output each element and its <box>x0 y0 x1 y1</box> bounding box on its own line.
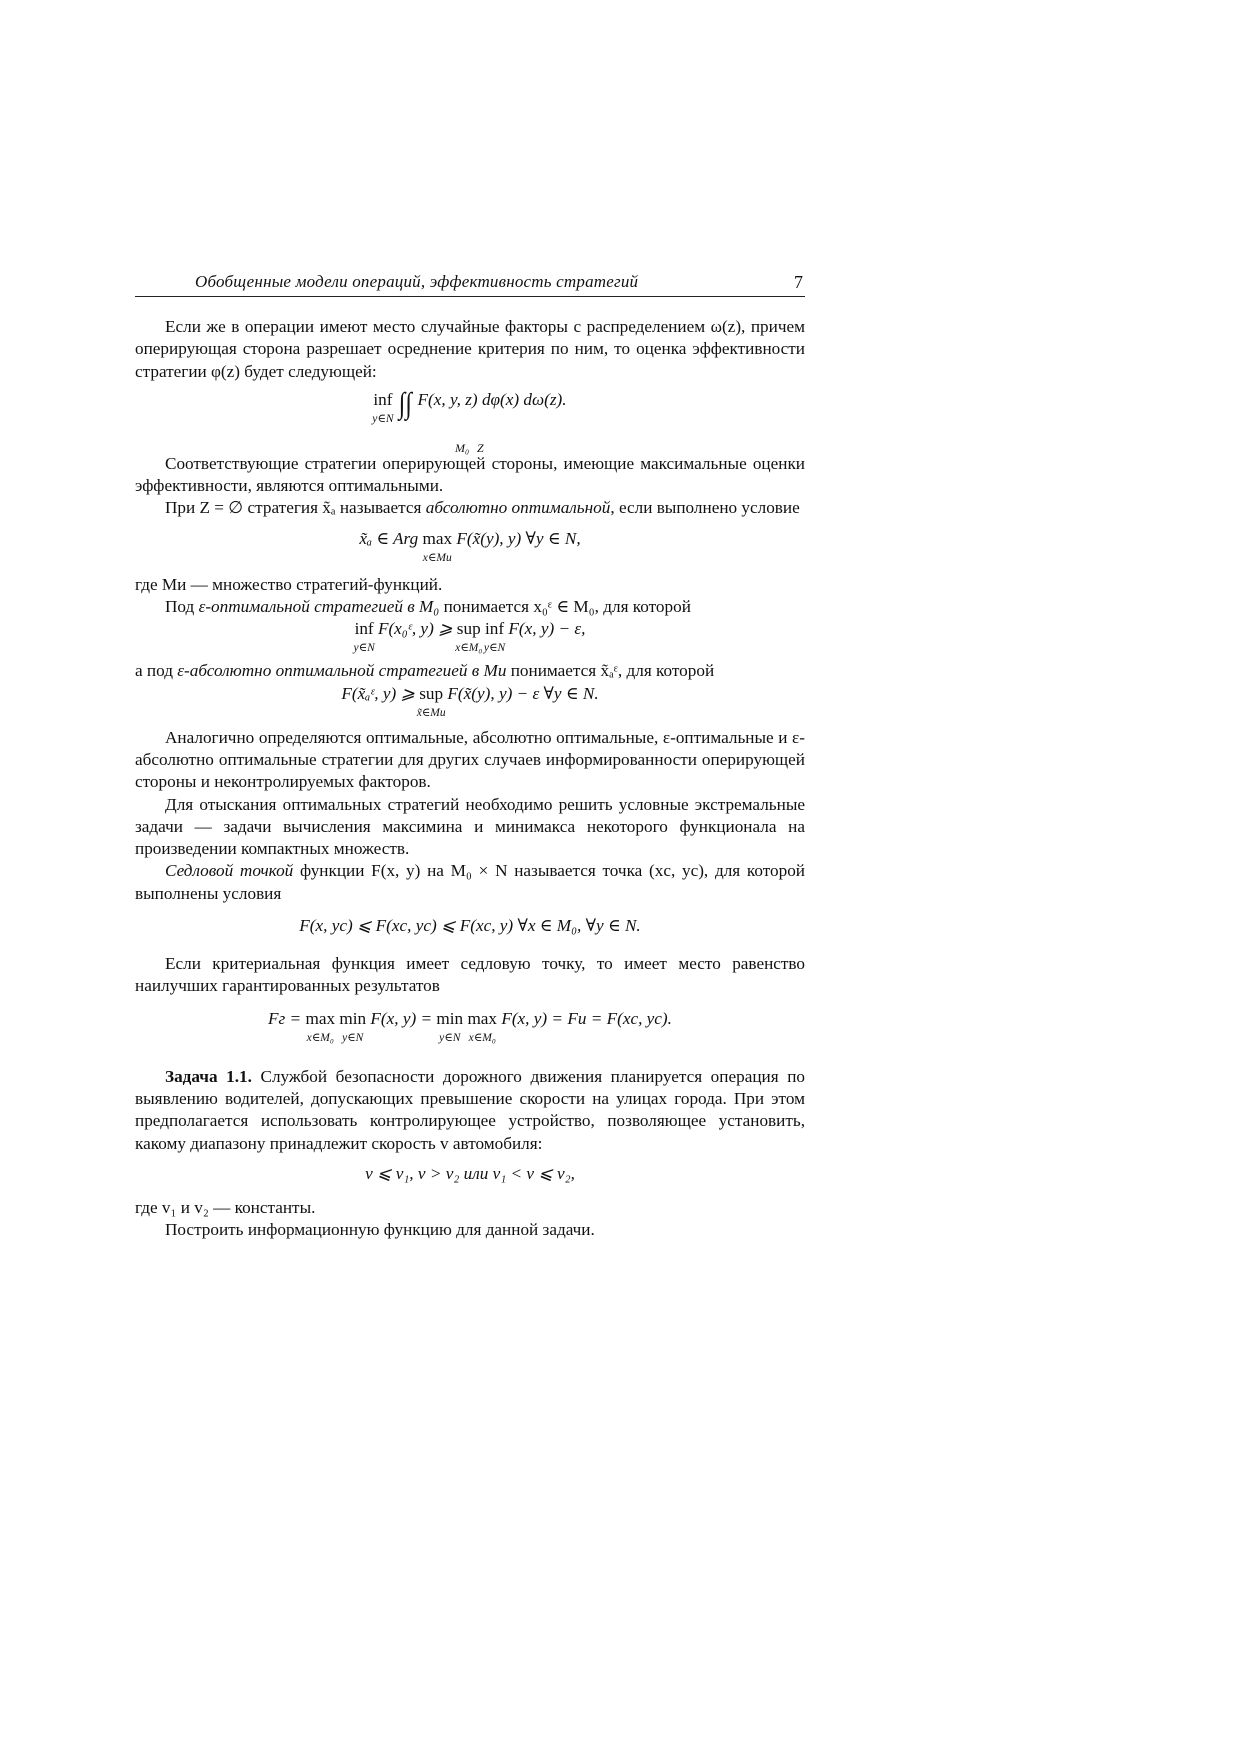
paragraph-saddle-point: Седловой точкой функции F(x, y) на M₀ × N называется точка (xc, yc), для которой выполнены условия <box>135 861 806 903</box>
formula-speed-ranges: v ⩽ v₁, v > v₂ или v₁ < v ⩽ v₂, <box>365 1163 575 1183</box>
sup-operator: sup x∈M₀ <box>455 619 483 655</box>
formula-maxmin-minmax: Fг = max x∈M₀ min y∈N F(x, y) = min y∈N max x∈M₀ F(x, y) = Fи = F(xc, yc). <box>268 1008 672 1044</box>
page-body <box>135 316 805 1241</box>
task-1-1: Задача 1.1. Службой безопасности дорожного движения планируется операция по выявлению водителей, допускающих превышение скорости на улицах города. При этом предполагается использовать контролирующее устройство, позволяющее установить, какому диапазону принадлежит скорость v автомобиля: <box>135 1066 805 1153</box>
min-operator: min y∈N <box>339 1008 367 1044</box>
inf-operator: inf y∈N <box>372 389 394 425</box>
formula-eps-absolute: F(x̃ₐᵋ, y) ⩾ sup x̃∈Mи F(x̃(y), y) − ε ∀y ∈ N. <box>341 683 599 719</box>
inf-operator: inf y∈N <box>483 619 506 655</box>
paragraph-set-of-functions: где Mи — множество стратегий-функций. <box>135 574 443 594</box>
max-operator: max x∈M₀ <box>305 1008 336 1044</box>
inf-operator: inf y∈N <box>353 619 375 655</box>
paragraph-constants: где v₁ и v₂ — константы. <box>135 1197 316 1217</box>
task-label: Задача 1.1. <box>165 1066 252 1086</box>
paragraph-eps-absolute: а под ε-абсолютно оптимальной стратегией в Mи понимается x̃ₐᵋ, для которой <box>135 661 715 681</box>
max-operator: max x∈M₀ <box>467 1008 498 1044</box>
integral-limit-z: Z <box>477 440 484 455</box>
formula-integral-estimate <box>135 386 805 455</box>
paragraph-equality: Если критериальная функция имеет седловую точку, то имеет место равенство наилучших гарантированных результатов <box>135 954 805 996</box>
double-integral-sign: ∫∫ <box>398 386 412 420</box>
running-title: Обобщенные модели операций, эффективность стратегий <box>195 272 639 291</box>
max-operator: max x∈Mи <box>422 528 453 564</box>
formula-saddle-point: F(x, yc) ⩽ F(xc, yc) ⩽ F(xc, y) ∀x ∈ M₀, ∀y ∈ N. <box>299 916 641 936</box>
integral-limit-m0: M₀ <box>455 440 470 455</box>
paragraph-absolute-optimal: При Z = ∅ стратегия x̃ₐ называется абсолютно оптимальной, если выполнено условие <box>165 498 800 518</box>
integrand: F(x, y, z) dφ(x) dω(z). <box>417 389 567 409</box>
page-number: 7 <box>794 272 803 292</box>
paragraph-analogous: Аналогично определяются оптимальные, абсолютно оптимальные, ε-оптимальные и ε-абсолютно оптимальные стратегии для других случаев информированности оперирующей стороны и неконтролируемых факторов. <box>135 727 805 792</box>
paragraph-random-factors: Если же в операции имеют место случайные факторы с распределением ω(z), причем оперирующая сторона разрешает осреднение критерия по ним, то оценка эффективности стратегии φ(z) будет следующей: <box>135 317 805 381</box>
sup-operator: sup x̃∈Mи <box>416 683 446 719</box>
formula-eps-optimal: inf y∈N F(x₀ᵋ, y) ⩾ sup x∈M₀ inf y∈N F(x, y) − ε, <box>353 619 586 655</box>
paragraph-build-function: Построить информационную функцию для данной задачи. <box>165 1220 595 1240</box>
min-operator: min y∈N <box>436 1008 464 1044</box>
paragraph-optimal: Соответствующие стратегии оперирующей стороны, имеющие максимальные оценки эффективности, являются оптимальными. <box>135 453 805 496</box>
running-head <box>135 272 805 297</box>
paragraph-extremal-problems: Для отыскания оптимальных стратегий необходимо решить условные экстремальные задачи — задачи вычисления максимина и минимакса некоторого функционала на произведении компактных множеств. <box>135 794 805 859</box>
formula-arg-max: x̃ₐ ∈ Arg max x∈Mи F(x̃(y), y) ∀y ∈ N, <box>359 528 581 564</box>
paragraph-eps-optimal: Под ε-оптимальной стратегией в M₀ понимается x₀ᵋ ∈ M₀, для которой <box>165 597 691 617</box>
